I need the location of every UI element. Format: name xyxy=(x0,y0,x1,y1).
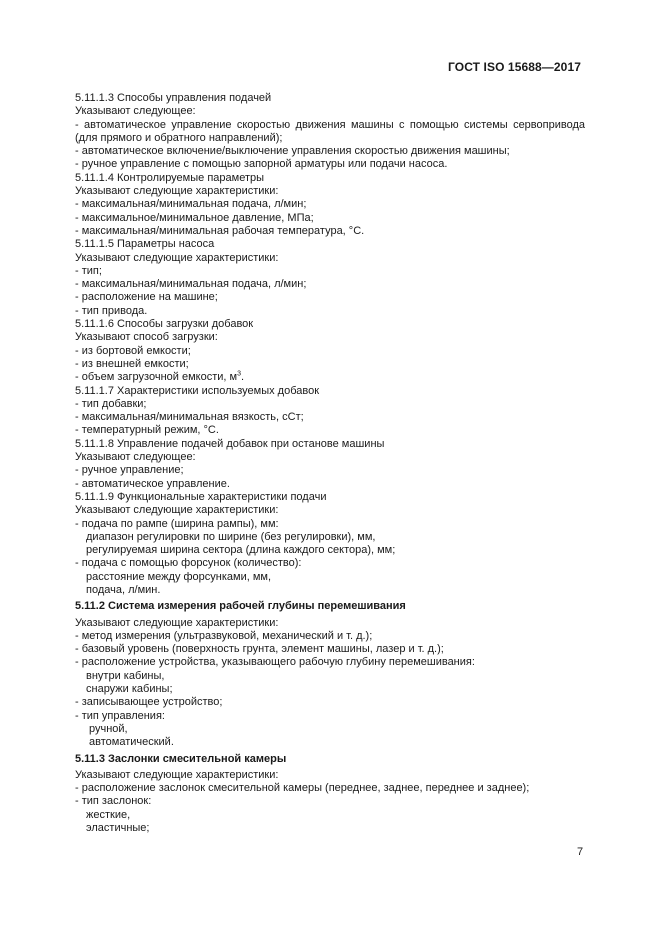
line-text: ручной, xyxy=(89,722,128,735)
line-text: 5.11.1.5 Параметры насоса xyxy=(75,238,215,251)
text-line xyxy=(75,185,585,198)
line-text: - автоматическое включение/выключение управления скоростью движения машины; xyxy=(75,145,510,158)
text-line xyxy=(75,358,585,371)
line-text: 5.11.2 Система измерения рабочей глубины перемешивания xyxy=(75,600,406,613)
line-text: Указывают следующие характеристики: xyxy=(75,185,279,198)
line-text: регулируемая ширина сектора (длина каждого сектора), мм; xyxy=(86,544,396,557)
line-text: - подача по рампе (ширина рампы), мм: xyxy=(75,517,279,530)
text-line xyxy=(75,225,585,238)
line-text: Указывают способ загрузки: xyxy=(75,331,218,344)
text-line xyxy=(75,557,585,570)
line-text: 5.11.1.7 Характеристики используемых добавок xyxy=(75,384,320,397)
text-line xyxy=(75,504,585,517)
text-line xyxy=(75,318,585,331)
text-line xyxy=(75,544,585,557)
superscript: 3 xyxy=(237,370,241,378)
text-line xyxy=(75,438,585,451)
line-text: Указывают следующие характеристики: xyxy=(75,768,279,781)
text-line xyxy=(75,105,585,118)
text-line xyxy=(75,119,585,146)
text-line xyxy=(75,656,585,669)
line-text: - тип добавки; xyxy=(75,397,147,410)
line-text: - температурный режим, °С. xyxy=(75,424,219,437)
text-line xyxy=(75,331,585,344)
line-text: снаружи кабины; xyxy=(86,683,173,696)
line-text: - расположение устройства, указывающего рабочую глубину перемешивания: xyxy=(75,656,475,669)
text-line xyxy=(75,291,585,304)
text-line xyxy=(75,584,585,597)
text-line xyxy=(75,696,585,709)
line-text: эластичные; xyxy=(86,822,150,835)
text-line xyxy=(75,278,585,291)
line-text: 5.11.1.9 Функциональные характеристики подачи xyxy=(75,490,327,503)
line-text: Указывают следующие характеристики: xyxy=(75,616,279,629)
line-text: - тип привода. xyxy=(75,304,148,317)
line-text: - ручное управление; xyxy=(75,464,184,477)
text-line xyxy=(75,518,585,531)
text-line xyxy=(75,252,585,265)
line-text: 5.11.3 Заслонки смесительной камеры xyxy=(75,752,287,765)
text-line xyxy=(75,643,585,656)
text-line xyxy=(75,265,585,278)
line-text: - ручное управление с помощью запорной арматуры или подачи насоса. xyxy=(75,158,448,171)
line-text: - максимальная/минимальная подача, л/мин; xyxy=(75,198,307,211)
text-line xyxy=(75,371,585,384)
text-line xyxy=(75,723,585,736)
page-number: 7 xyxy=(577,846,584,858)
text-line xyxy=(75,238,585,251)
line-text: Указывают следующие характеристики: xyxy=(75,504,279,517)
text-line xyxy=(75,617,585,630)
text-line xyxy=(75,451,585,464)
text-line xyxy=(75,424,585,437)
line-text: - тип управления: xyxy=(75,709,165,722)
text-line xyxy=(75,345,585,358)
text-line xyxy=(75,782,585,795)
line-text: подача, л/мин. xyxy=(86,583,161,596)
line-text: - расположение на машине; xyxy=(75,291,218,304)
line-text: внутри кабины, xyxy=(86,669,165,682)
text-line xyxy=(75,198,585,211)
text-line xyxy=(75,531,585,544)
text-line xyxy=(75,571,585,584)
text-line xyxy=(75,822,585,835)
text-line xyxy=(75,710,585,723)
text-line xyxy=(75,491,585,504)
document-body xyxy=(75,92,585,835)
line-text: - тип; xyxy=(75,264,102,277)
text-line xyxy=(75,398,585,411)
line-text: - подача с помощью форсунок (количество): xyxy=(75,557,302,570)
line-text: автоматический. xyxy=(89,736,174,749)
line-text: - максимальное/минимальное давление, МПа; xyxy=(75,211,314,224)
line-text: Указывают следующие характеристики: xyxy=(75,251,279,264)
text-line xyxy=(75,464,585,477)
line-text: Указывают следующее: xyxy=(75,451,196,464)
line-text: жесткие, xyxy=(86,808,131,821)
text-line xyxy=(75,809,585,822)
text-line xyxy=(75,411,585,424)
text-line xyxy=(75,145,585,158)
text-line xyxy=(75,158,585,171)
line-text: - максимальная/минимальная рабочая температура, °С. xyxy=(75,224,365,237)
text-line xyxy=(75,683,585,696)
text-line xyxy=(75,670,585,683)
text-line xyxy=(75,92,585,105)
line-text: Указывают следующее: xyxy=(75,105,196,118)
line-text: - расположение заслонок смесительной камеры (переднее, заднее, переднее и заднее); xyxy=(75,782,530,795)
text-line xyxy=(75,478,585,491)
line-text: - максимальная/минимальная подача, л/мин; xyxy=(75,278,307,291)
line-text: - базовый уровень (поверхность грунта, элемент машины, лазер и т. д.); xyxy=(75,643,444,656)
text-line xyxy=(75,172,585,185)
line-text: - автоматическое управление. xyxy=(75,477,230,490)
text-line xyxy=(75,212,585,225)
line-text: - из внешней емкости; xyxy=(75,357,189,370)
line-text: - метод измерения (ультразвуковой, механический и т. д.); xyxy=(75,629,373,642)
line-text: 5.11.1.8 Управление подачей добавок при останове машины xyxy=(75,437,385,450)
line-text: - из бортовой емкости; xyxy=(75,344,191,357)
line-text: диапазон регулировки по ширине (без регулировки), мм, xyxy=(86,530,376,543)
line-text: 5.11.1.4 Контролируемые параметры xyxy=(75,171,265,184)
line-text: - максимальная/минимальная вязкость, сСт; xyxy=(75,411,304,424)
text-line xyxy=(75,736,585,749)
line-text: - автоматическое управление скоростью движения машины с помощью системы сервопривода (для прямого и обратного направлений); xyxy=(75,118,585,144)
line-text: 5.11.1.6 Способы загрузки добавок xyxy=(75,318,254,331)
text-line xyxy=(75,769,585,782)
line-text: - тип заслонок: xyxy=(75,795,152,808)
text-line xyxy=(75,385,585,398)
document-header: ГОСТ ISO 15688—2017 xyxy=(448,60,581,74)
line-text: расстояние между форсунками, мм, xyxy=(86,570,272,583)
text-line xyxy=(75,630,585,643)
text-line xyxy=(75,305,585,318)
line-text: - записывающее устройство; xyxy=(75,696,223,709)
section-heading xyxy=(75,600,585,613)
section-heading xyxy=(75,753,585,766)
line-tail: . xyxy=(240,371,245,384)
line-text: - объем загрузочной емкости, м xyxy=(75,371,238,384)
text-line xyxy=(75,795,585,808)
line-text: 5.11.1.3 Способы управления подачей xyxy=(75,92,272,104)
